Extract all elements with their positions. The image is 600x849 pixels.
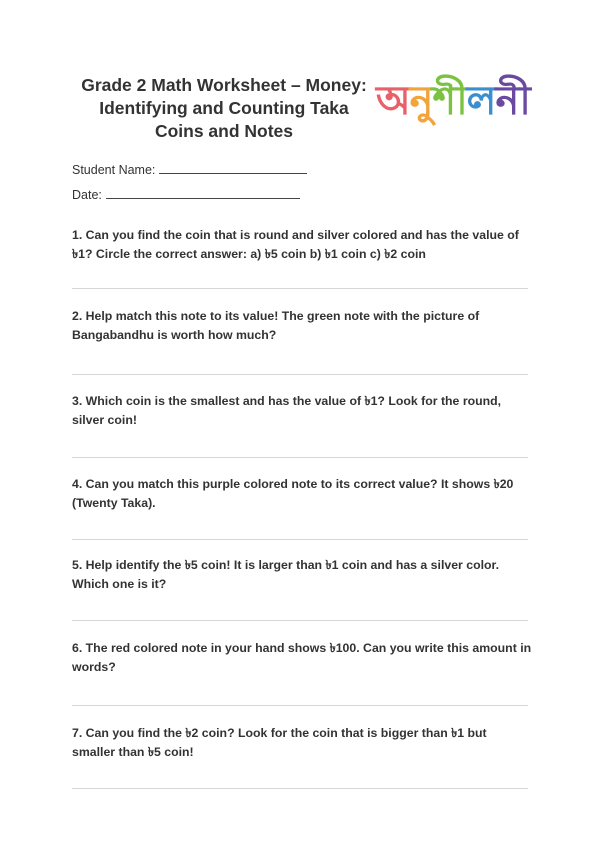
student-name-field [72,163,307,177]
date-blank[interactable] [106,188,300,199]
title-line-1: Grade 2 Math Worksheet – Money: [81,75,367,95]
question-3: 3. Which coin is the smallest and has the value of ৳1? Look for the round, silver coin! [72,394,502,427]
anushilani-logo [376,62,536,140]
answer-line-1[interactable] [72,288,528,289]
answer-line-6[interactable] [72,705,528,706]
question-1: 1. Can you find the coin that is round and silver colored and has the value of ৳1? Circle the correct answer: a) ৳5 coin b) ৳1 coin c) ৳2 coin [72,228,519,261]
student-name-label: Student Name: [72,163,156,177]
question-7: 7. Can you find the ৳2 coin? Look for the coin that is bigger than ৳1 but smaller than ৳5 coin! [72,726,487,759]
title-line-3: Coins and Notes [154,121,294,141]
date-label: Date: [72,188,102,202]
question-6: 6. The red colored note in your hand shows ৳100. Can you write this amount in words? [72,641,532,674]
worksheet-title [72,74,376,143]
logo-part-2: নু [409,78,433,124]
answer-line-3[interactable] [72,457,528,458]
logo-part-3: শী [432,78,467,124]
question-2: 2. Help match this note to its value! The green note with the picture of Bangabandhu is worth how much? [72,309,480,342]
title-line-2: Identifying and Counting Taka [99,98,349,118]
date-field [72,188,300,202]
question-5: 5. Help identify the ৳5 coin! It is larger than ৳1 coin and has a silver color. Which one is it? [72,558,500,591]
logo-part-5: নী [495,78,530,124]
logo-part-4: ল [466,78,496,124]
answer-line-2[interactable] [72,374,528,375]
student-name-blank[interactable] [159,163,307,174]
question-4: 4. Can you match this purple colored note to its correct value? It shows ৳20 (Twenty Taka). [72,477,514,510]
answer-line-4[interactable] [72,539,528,540]
logo-part-1: অ [376,78,410,124]
answer-line-5[interactable] [72,620,528,621]
answer-line-7[interactable] [72,788,528,789]
